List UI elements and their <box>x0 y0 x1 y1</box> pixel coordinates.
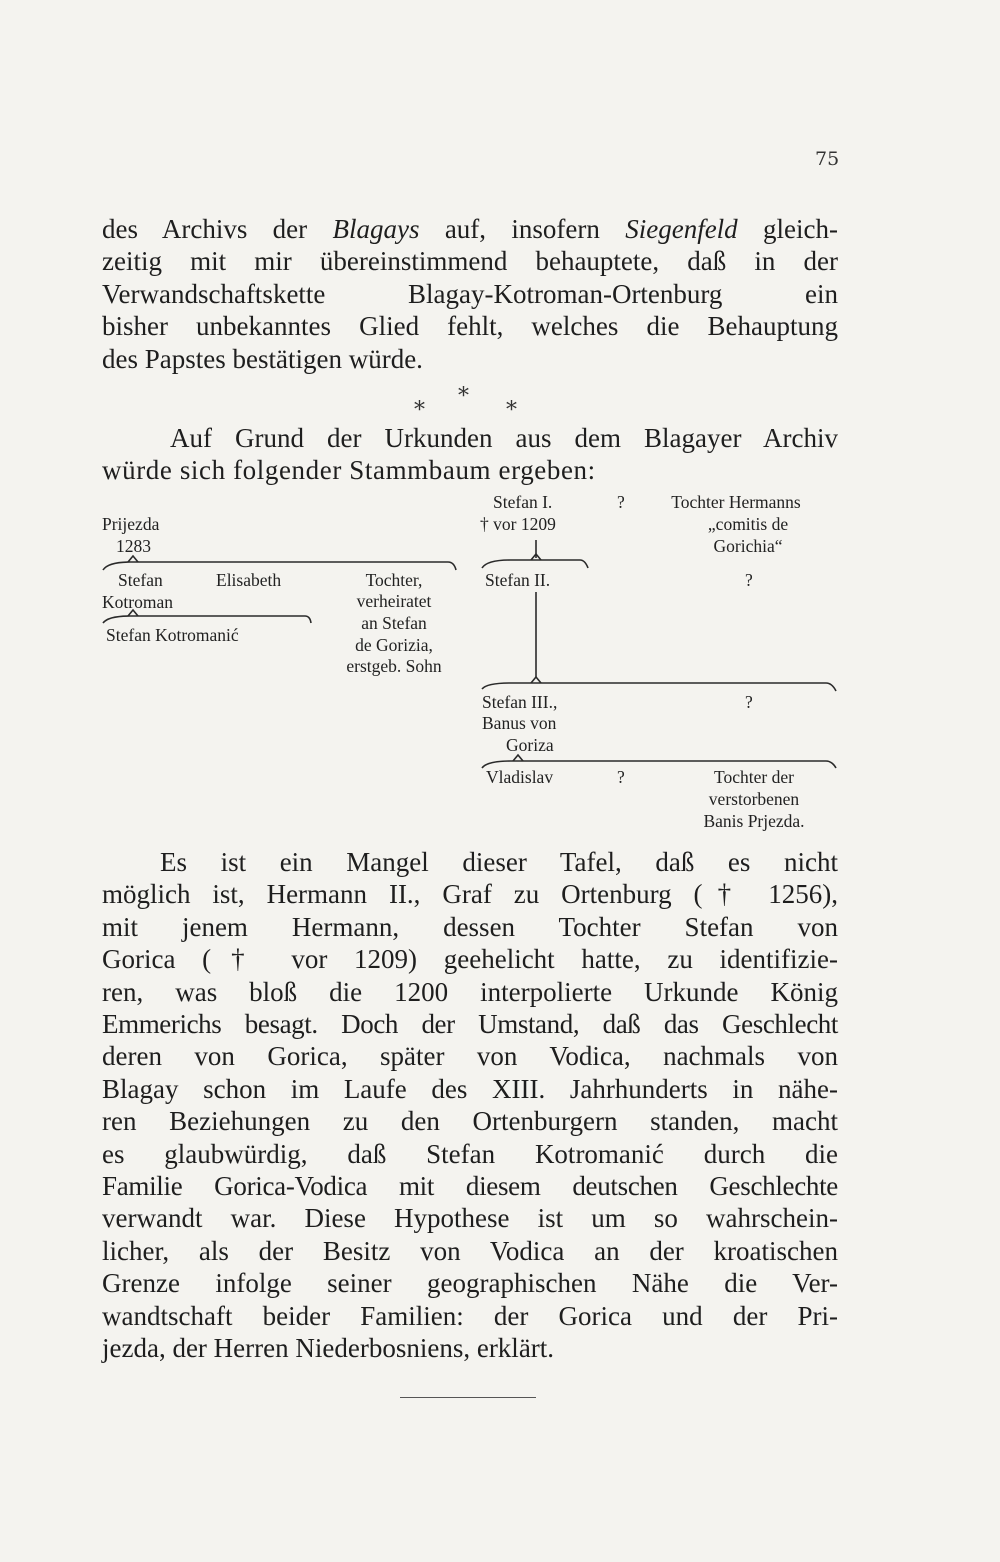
text-line: des Archivs der Blagays auf, insofern Siegenfeld gleich- <box>102 214 838 244</box>
tree-node-stefan-iii: Goriza <box>506 735 554 755</box>
text-line: deren von Gorica, später von Vodica, nachmals von <box>102 1041 838 1072</box>
text-line: ren, was bloß die 1200 interpolierte Urkunde König <box>102 976 838 1007</box>
tree-node-tochter-der: verstorbenen <box>708 789 800 809</box>
brace-stefan-iii-marriage <box>482 761 836 768</box>
tree-node-tochter-hermanns: Gorichia“ <box>713 536 783 556</box>
text-line: es glaubwürdig, daß Stefan Kotromanić durch die <box>102 1138 838 1169</box>
tree-node-tochter-der: Tochter der <box>714 767 794 787</box>
tree-node-stefan-kotroman: Kotroman <box>102 592 173 612</box>
text-line: bisher unbekanntes Glied fehlt, welches die Behauptung <box>102 311 838 342</box>
paragraph-intro <box>102 213 838 375</box>
text-line: ren Beziehungen zu den Ortenburgern standen, macht <box>102 1106 838 1137</box>
text-line: Grenze infolge seiner geographischen Nähe die Ver- <box>102 1268 838 1299</box>
tree-node-tochter: Tochter, <box>365 570 423 590</box>
text-line: zeitig mit mir übereinstimmend behauptete, daß in der <box>102 246 838 277</box>
tree-node-unknown: ? <box>745 570 753 590</box>
text-line: Auf Grund der Urkunden aus dem Blagayer Archiv <box>170 423 838 453</box>
text-line: verwandt war. Diese Hypothese ist um so wahrschein- <box>102 1203 838 1234</box>
tree-node-unknown: ? <box>617 767 625 787</box>
tree-node-unknown: ? <box>745 692 753 712</box>
paragraph-discussion <box>102 846 838 1365</box>
text-line: würde sich folgender Stammbaum ergeben: <box>102 455 596 486</box>
tree-node-tochter-hermanns: „comitis de <box>707 514 789 534</box>
page-number: 75 <box>815 148 840 170</box>
tree-node-elisabeth: Elisabeth <box>216 570 282 590</box>
text-line: Blagay schon im Laufe des XIII. Jahrhunderts in nähe- <box>102 1073 838 1104</box>
tree-node-stefan-iii: Stefan III., <box>482 692 558 712</box>
tree-node-tochter: erstgeb. Sohn <box>346 656 442 676</box>
tree-node-prijezda-year: 1283 <box>116 536 151 556</box>
tree-node-stefan-iii: Banus von <box>482 713 557 733</box>
tree-node-stefan-ii: Stefan II. <box>485 570 551 590</box>
text-line: Familie Gorica-Vodica mit diesem deutschen Geschlechte <box>102 1171 838 1202</box>
text-line: Emmerichs besagt. Doch der Umstand, daß das Geschlecht <box>102 1009 838 1040</box>
tree-node-tochter: de Gorizia, <box>355 635 433 655</box>
text-line: Gorica († vor 1209) geehelicht hatte, zu identifizie- <box>102 944 838 975</box>
tree-node-stefan-i: Stefan I. <box>493 492 553 512</box>
text-line: wandtschaft beider Familien: der Gorica und der Pri- <box>102 1300 838 1331</box>
brace-kotroman-child <box>103 616 311 623</box>
tree-node-vladislav: Vladislav <box>486 767 554 787</box>
tree-node-tochter: an Stefan <box>361 613 427 633</box>
tree-node-stefan-i-death: † vor 1209 <box>480 514 556 534</box>
text-line: möglich ist, Hermann II., Graf zu Ortenburg († 1256), <box>102 879 838 910</box>
brace-stefan-i-child <box>482 560 588 568</box>
text-line: jezda, der Herren Niederbosniens, erklärt. <box>102 1333 555 1364</box>
tree-node-stefan-kotroman: Stefan <box>118 570 163 590</box>
brace-prijezda-children <box>103 562 456 570</box>
paragraph-tree-intro <box>102 422 838 487</box>
tree-node-stefan-kotromanic: Stefan Kotromanić <box>106 625 239 645</box>
text-line: mit jenem Hermann, dessen Tochter Stefan von <box>102 911 838 942</box>
tree-node-unknown: ? <box>617 492 625 512</box>
brace-stefan-ii-marriage <box>482 683 836 691</box>
tree-node-tochter: verheiratet <box>356 591 432 611</box>
footer-rule <box>400 1397 536 1398</box>
tree-node-prijezda: Prijezda <box>102 514 160 534</box>
tree-node-tochter-der: Banis Prjezda. <box>703 811 805 831</box>
text-line: Es ist ein Mangel dieser Tafel, daß es nicht <box>160 847 838 877</box>
text-line: licher, als der Besitz von Vodica an der kroatischen <box>102 1235 838 1266</box>
text-line: des Papstes bestätigen würde. <box>102 343 423 374</box>
text-line: Verwandschaftskette Blagay-Kotroman-Ortenburg ein <box>102 278 838 309</box>
tree-node-tochter-hermanns: Tochter Hermanns <box>671 492 801 512</box>
